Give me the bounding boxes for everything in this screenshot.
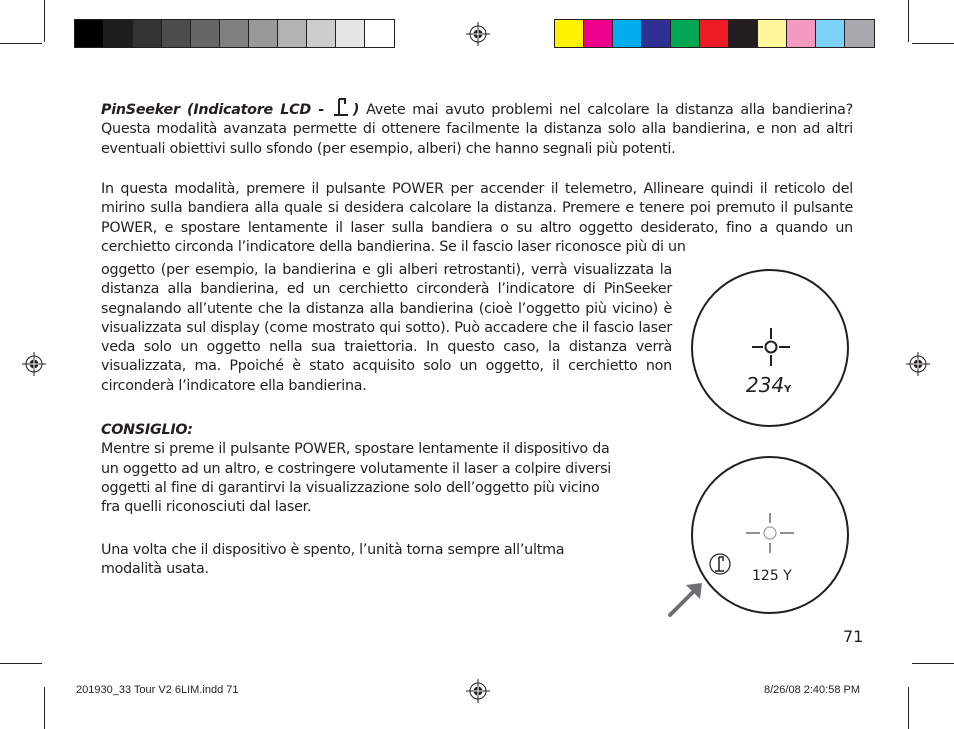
tip-section (101, 421, 661, 517)
distance-value: 234 (746, 373, 785, 397)
color-swatch (845, 20, 874, 47)
crop-mark (912, 43, 954, 44)
mode-instructions-paragraph (101, 180, 853, 257)
color-swatch (75, 20, 104, 47)
closing-line: modalità usata. (101, 561, 209, 578)
mode-instructions-continued-text: oggetto (per esempio, la bandierina e gli alberi retrostanti), verrà visualizzata la distanza alla bandierina, ed un cerchietto circonderà l’indicatore di PinSeeker segnalando all’utente che la distanza alla bandierina (cioè l’oggetto più vicino) è visualizzata sul display (come mostrato qui sotto). Può accadere che il fascio laser veda solo un oggetto nella sua traiettoria. In questo caso, la distanza verrà visualizzata, ma. Ppoiché è stato acquisito solo un oggetto, il cerchietto non circonderà l’indicatore ella bandierina. (101, 262, 672, 394)
crop-mark (908, 0, 909, 42)
crop-mark (44, 0, 45, 42)
tip-line: Mentre si preme il pulsante POWER, spostare lentamente il dispositivo da (101, 441, 610, 458)
flag-icon (333, 97, 351, 117)
closing-line: Una volta che il dispositivo è spento, l’unità torna sempre all’ultma (101, 542, 565, 558)
process-color-bar (554, 19, 875, 48)
color-swatch (758, 20, 787, 47)
mode-instructions-text: In questa modalità, premere il pulsante POWER per accender il telemetro, Allineare quindi il reticolo del mirino sulla bandiera alla quale si desidera calcolare la distanza. Premere e tenere poi premuto il pulsante POWER, e spostare lentamente il laser sulla bandiera o su altro oggetto desiderato, fino a quando un cerchietto circonda l’indicatore della bandierina. Se il fascio laser riconosce più di un (101, 181, 853, 255)
tip-line: oggetti al fine di garantirvi la visualizzazione solo dell’oggetto più vicino (101, 479, 600, 496)
tip-heading: CONSIGLIO: (101, 422, 193, 438)
color-swatch (787, 20, 816, 47)
color-swatch (729, 20, 758, 47)
pinseeker-heading: PinSeeker (Indicatore LCD - (101, 102, 325, 118)
registration-mark-icon (466, 679, 490, 703)
display-illustration-circled (690, 268, 850, 428)
color-swatch (162, 20, 191, 47)
crop-mark (0, 43, 42, 44)
slug-timestamp: 8/26/08 2:40:58 PM (764, 684, 861, 696)
tip-line: fra quelli riconosciuti dal laser. (101, 499, 312, 516)
page-number: 71 (843, 627, 864, 646)
slug-filename: 201930_33 Tour V2 6LIM.indd 71 (76, 684, 239, 696)
tip-line: un oggetto ad un altro, e costringere volutamente il laser a colpire diversi (101, 460, 612, 477)
closing-note (101, 541, 661, 580)
color-swatch (642, 20, 671, 47)
color-swatch (555, 20, 584, 47)
color-swatch (191, 20, 220, 47)
mode-instructions-continued (101, 261, 672, 396)
color-swatch (278, 20, 307, 47)
color-swatch (365, 20, 394, 47)
color-swatch (700, 20, 729, 47)
color-swatch (584, 20, 613, 47)
distance-reading: 125 Y (752, 568, 792, 584)
color-swatch (133, 20, 162, 47)
color-swatch (613, 20, 642, 47)
color-swatch (307, 20, 336, 47)
grayscale-color-bar (74, 19, 395, 48)
pinseeker-intro-paragraph (101, 97, 853, 159)
arrow-icon (664, 575, 710, 621)
crop-mark (44, 687, 45, 729)
pinseeker-intro-text: Avete mai avuto problemi nel calcolare la distanza alla bandierina? Questa modalità avanzata permette di ottenere facilmente la distanza solo alla bandierina, e non ad altri eventuali obiettivi sullo sfondo (per esempio, alberi) che hanno segnali più potenti. (101, 102, 854, 157)
color-swatch (249, 20, 278, 47)
color-swatch (671, 20, 700, 47)
pinseeker-heading-end: ) (352, 102, 360, 118)
crop-mark (0, 663, 42, 664)
color-swatch (816, 20, 845, 47)
crop-mark (912, 663, 954, 664)
color-swatch (220, 20, 249, 47)
display-illustration-pinseeker (690, 455, 850, 615)
color-swatch (336, 20, 365, 47)
distance-unit: Y (784, 384, 792, 395)
registration-mark-icon (906, 352, 930, 376)
registration-mark-icon (22, 352, 46, 376)
color-swatch (104, 20, 133, 47)
registration-mark-icon (466, 22, 490, 46)
crop-mark (908, 687, 909, 729)
